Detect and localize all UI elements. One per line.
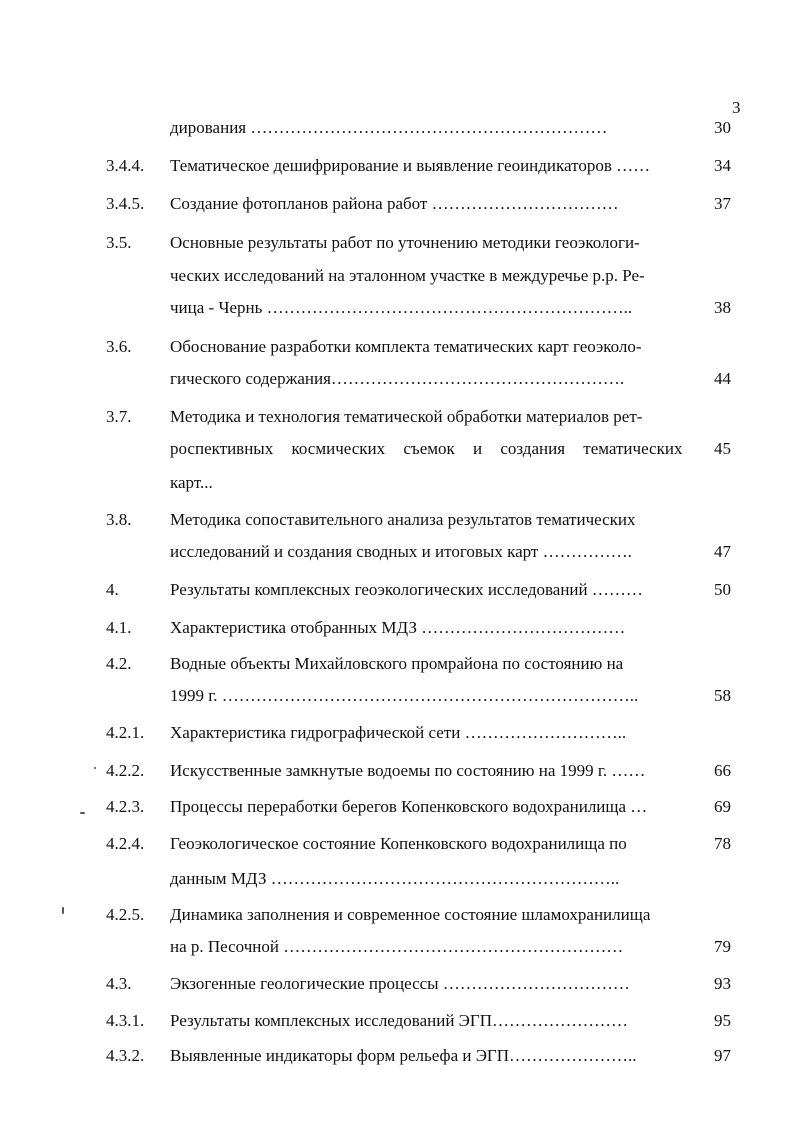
toc-entry-number: 3.6.: [106, 337, 132, 356]
toc-entry-number: 3.5.: [106, 233, 132, 252]
toc-entry-number: 4.3.: [106, 974, 132, 993]
toc-entry-text: Процессы переработки берегов Копенковского водохранилища …: [170, 797, 648, 816]
toc-entry-number: 4.1.: [106, 618, 132, 637]
toc-entry-text: карт...: [170, 473, 213, 492]
toc-entry-text: Результаты комплексных исследований ЭГП……………………: [170, 1011, 628, 1030]
toc-entry-text: Динамика заполнения и современное состояние шламохранилища: [170, 905, 651, 924]
toc-entry-text: исследований и создания сводных и итоговых карт …………….: [170, 542, 632, 561]
toc-entry-text: чица - Чернь ………………………………………………………..: [170, 298, 633, 317]
toc-entry-text: Водные объекты Михайловского промрайона по состоянию на: [170, 654, 624, 673]
toc-entry-text: Экзогенные геологические процессы ……………………………: [170, 974, 630, 993]
toc-entry-text: Методика и технология тематической обработки материалов рет-: [170, 407, 643, 426]
toc-entry-number: 3.7.: [106, 407, 132, 426]
toc-entry-number: 4.3.1.: [106, 1011, 145, 1030]
toc-entry-page: 78: [714, 834, 731, 853]
toc-entry-page: 69: [714, 797, 731, 816]
toc-entry-number: 4.2.: [106, 654, 132, 673]
toc-entry-text: роспективных космических съемок и создания тематических: [170, 439, 683, 458]
toc-entry-number: 4.2.4.: [106, 834, 145, 853]
toc-entry-number: 4.2.1.: [106, 723, 145, 742]
toc-entry-text: Выявленные индикаторы форм рельефа и ЭГП…………………..: [170, 1046, 637, 1065]
toc-entry-text: на р. Песочной ……………………………………………………: [170, 937, 624, 956]
toc-entry-text: Результаты комплексных геоэкологических исследований ………: [170, 580, 643, 599]
toc-entry-text: дирования ………………………………………………………: [170, 118, 608, 137]
toc-entry-text: Методика сопоставительного анализа результатов тематических: [170, 510, 636, 529]
toc-entry-page: 44: [714, 369, 731, 388]
toc-entry-text: Тематическое дешифрирование и выявление геоиндикаторов ……: [170, 156, 651, 175]
toc-entry-text: ческих исследований на эталонном участке в междуречье р.р. Ре-: [170, 266, 645, 285]
toc-entry-page: 38: [714, 298, 731, 317]
toc-entry-number: 4.3.2.: [106, 1046, 145, 1065]
toc-entry-number: 3.4.4.: [106, 156, 145, 175]
toc-entry-number: 3.8.: [106, 510, 132, 529]
scan-speck: [80, 812, 85, 814]
scan-speck: [94, 767, 96, 769]
toc-entry-number: 4.2.2.: [106, 761, 145, 780]
toc-entry-text: данным МДЗ ……………………………………………………..: [170, 869, 620, 888]
toc-entry-text: 1999 г. ………………………………………………………………..: [170, 686, 639, 705]
toc-entry-text: Создание фотопланов района работ ……………………………: [170, 194, 619, 213]
scan-speck: [62, 907, 64, 914]
toc-entry-text: гического содержания…………………………………………….: [170, 369, 625, 388]
toc-entry-text: Основные результаты работ по уточнению методики геоэкологи-: [170, 233, 640, 252]
toc-entry-page: 30: [714, 118, 731, 137]
toc-entry-page: 93: [714, 974, 731, 993]
toc-entry-page: 79: [714, 937, 731, 956]
toc-entry-page: 47: [714, 542, 731, 561]
toc-entry-number: 4.2.5.: [106, 905, 145, 924]
toc-entry-page: 97: [714, 1046, 731, 1065]
toc-entry-number: 4.2.3.: [106, 797, 145, 816]
toc-entry-page: 37: [714, 194, 731, 213]
toc-entry-page: 34: [714, 156, 731, 175]
toc-entry-number: 4.: [106, 580, 119, 599]
page-number: 3: [732, 98, 741, 117]
toc-entry-page: 66: [714, 761, 731, 780]
toc-entry-text: Характеристика отобранных МДЗ ………………………………: [170, 618, 626, 637]
toc-entry-page: 58: [714, 686, 731, 705]
toc-entry-page: 95: [714, 1011, 731, 1030]
toc-entry-number: 3.4.5.: [106, 194, 145, 213]
toc-entry-text: Искусственные замкнутые водоемы по состоянию на 1999 г. ……: [170, 761, 646, 780]
toc-entry-text: Характеристика гидрографической сети ………………………..: [170, 723, 627, 742]
toc-entry-page: 45: [714, 439, 731, 458]
toc-entry-text: Геоэкологическое состояние Копенковского водохранилища по: [170, 834, 627, 853]
toc-entry-page: 50: [714, 580, 731, 599]
toc-entry-text: Обоснование разработки комплекта тематических карт геоэколо-: [170, 337, 642, 356]
